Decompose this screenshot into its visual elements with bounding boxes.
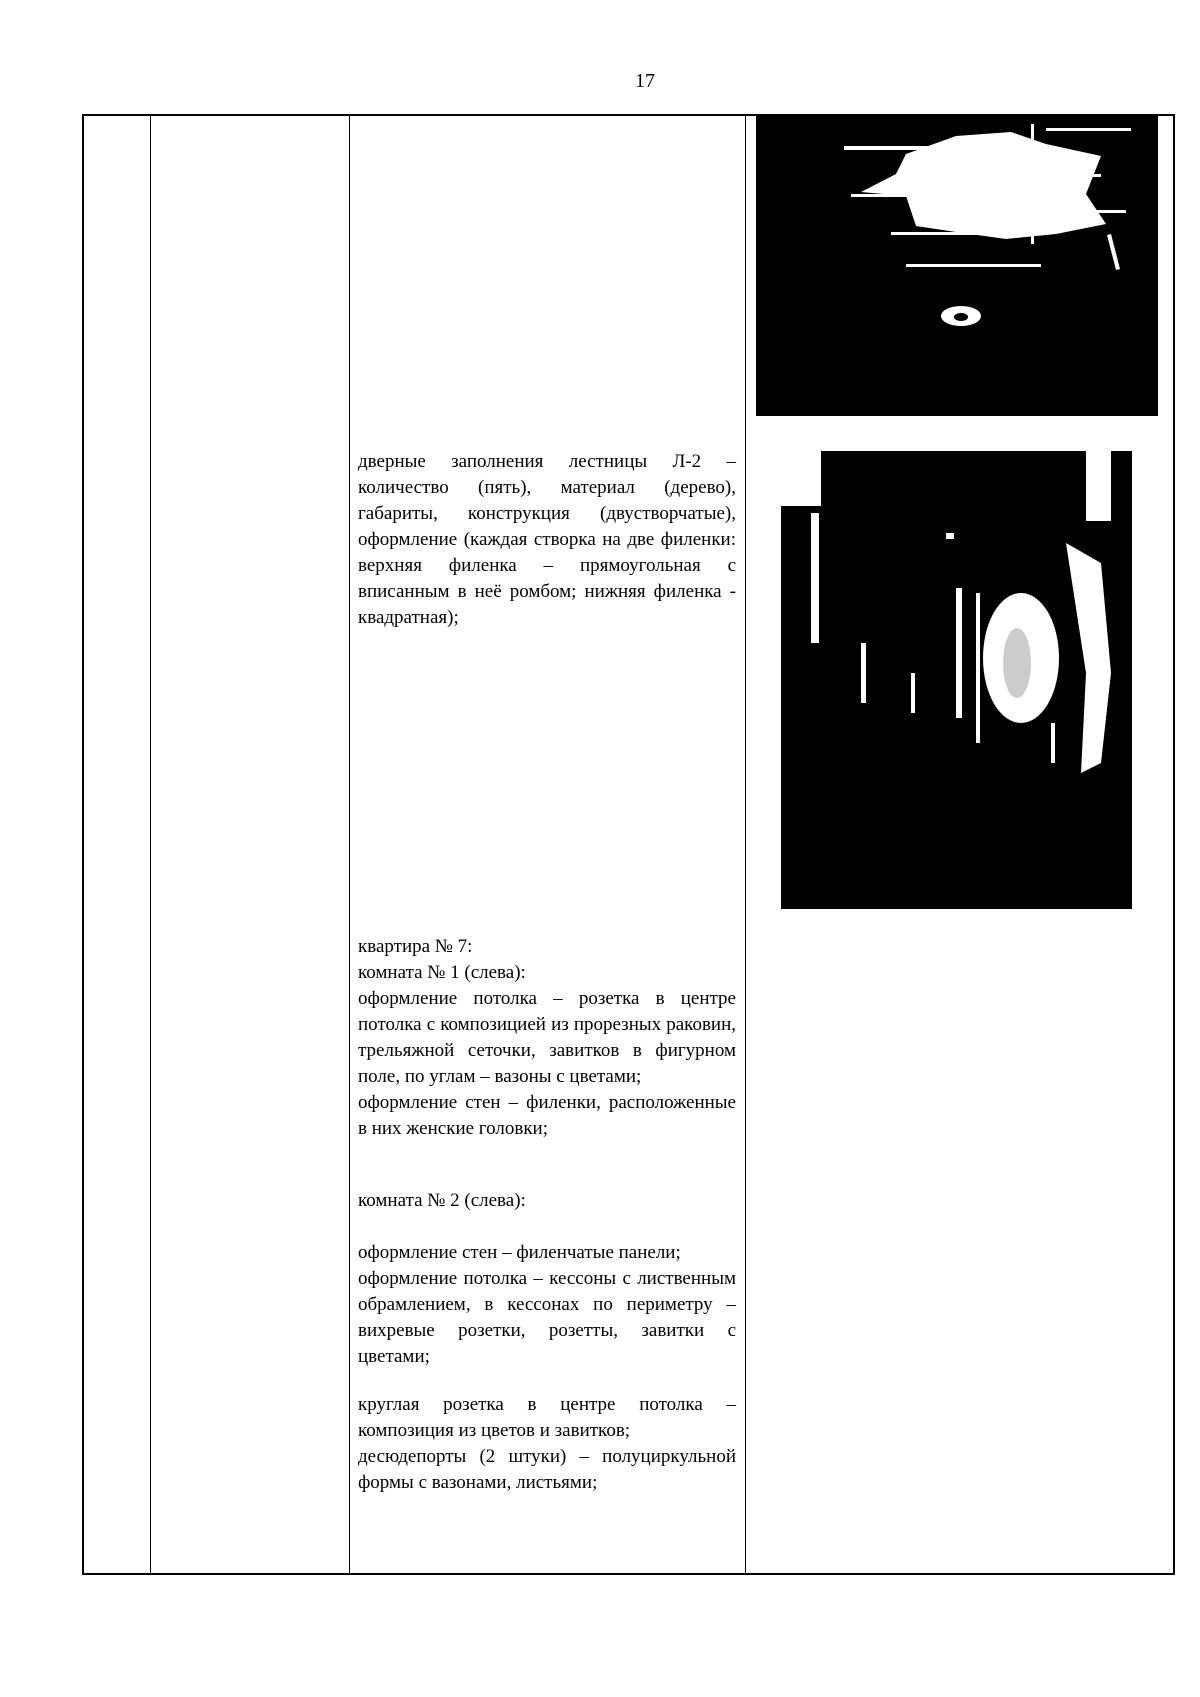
page-number: 17 [635, 70, 655, 92]
column-divider [349, 116, 350, 1573]
apartment-heading: квартира № 7: [358, 936, 473, 957]
room1-walls: оформление стен – филенки, расположенные в них женские головки; [358, 1092, 736, 1139]
room2-walls: оформление стен – филенчатые панели; [358, 1242, 681, 1263]
ceiling-photo [756, 114, 1158, 416]
column-divider [150, 116, 151, 1573]
door-photo-image [781, 443, 1132, 909]
room2-rosette-overdoors [358, 1392, 736, 1496]
room2-heading: комната № 2 (слева): [358, 1190, 526, 1211]
room1-ceiling: оформление потолка – розетка в центре потолка с композицией из прорезных раковин, трельяжной сеточки, завитков в фигурном поле, по углам – вазоны с цветами; [358, 988, 736, 1087]
room2-rosette: круглая розетка в центре потолка – композиция из цветов и завитков; [358, 1394, 736, 1441]
room1-heading: комната № 1 (слева): [358, 962, 526, 983]
room2-walls-ceiling [358, 1240, 736, 1370]
stairs-doors-description: дверные заполнения лестницы Л-2 – количество (пять), материал (дерево), габариты, конструкция (двустворчатые), оформление (каждая створка на две филенки: верхняя филенка – прямоугольная с вписанным в неё ромбом; нижняя филенка - квадратная); [358, 451, 736, 628]
room2-overdoors: десюдепорты (2 штуки) – полуциркульной формы с вазонами, листьями; [358, 1446, 736, 1493]
room2-ceiling: оформление потолка – кессоны с лиственным обрамлением, в кессонах по периметру – вихревые розетки, розетты, завитки с цветами; [358, 1268, 736, 1367]
ceiling-photo-image [756, 114, 1158, 416]
column-divider [745, 116, 746, 1573]
door-photo [781, 443, 1132, 909]
apartment-section [358, 934, 736, 1142]
